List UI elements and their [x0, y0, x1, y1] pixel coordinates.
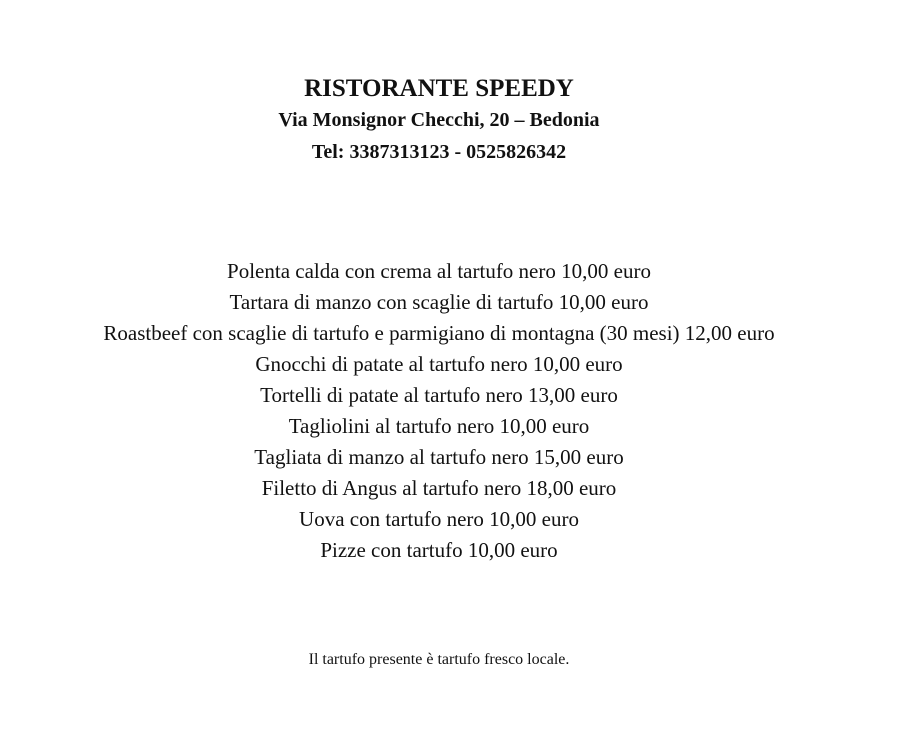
menu-item: Tortelli di patate al tartufo nero 13,00 euro	[260, 383, 618, 407]
menu-item: Polenta calda con crema al tartufo nero 10,00 euro	[227, 259, 651, 283]
menu-list	[0, 256, 878, 566]
restaurant-name: RISTORANTE SPEEDY	[304, 75, 574, 102]
menu-item: Uova con tartufo nero 10,00 euro	[299, 507, 579, 531]
menu-item: Tagliata di manzo al tartufo nero 15,00 euro	[254, 445, 624, 469]
menu-item: Filetto di Angus al tartufo nero 18,00 euro	[261, 476, 617, 500]
restaurant-phone: Tel: 3387313123 - 0525826342	[311, 141, 567, 163]
menu-item: Tartara di manzo con scaglie di tartufo 10,00 euro	[229, 290, 649, 314]
menu-item: Gnocchi di patate al tartufo nero 10,00 euro	[255, 352, 623, 376]
restaurant-address: Via Monsignor Checchi, 20 – Bedonia	[278, 109, 600, 131]
restaurant-header	[0, 74, 878, 168]
footer-note: Il tartufo presente è tartufo fresco locale.	[308, 651, 570, 668]
menu-item: Roastbeef con scaglie di tartufo e parmigiano di montagna (30 mesi) 12,00 euro	[103, 321, 775, 345]
menu-item: Tagliolini al tartufo nero 10,00 euro	[288, 414, 590, 438]
menu-item: Pizze con tartufo 10,00 euro	[320, 538, 558, 562]
